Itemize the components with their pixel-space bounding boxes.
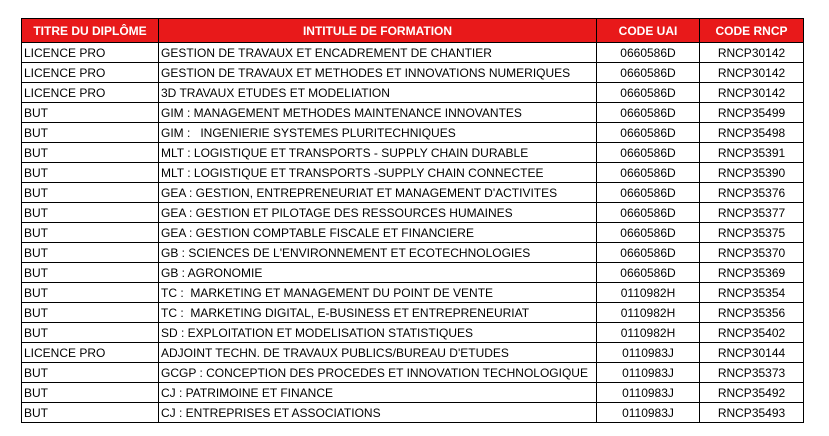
cell-code-rncp: RNCP35498 [700, 123, 804, 143]
cell-titre-diplome: BUT [22, 223, 159, 243]
cell-code-rncp: RNCP35376 [700, 183, 804, 203]
cell-intitule-formation: ADJOINT TECHN. DE TRAVAUX PUBLICS/BUREAU D'ETUDES [159, 343, 597, 363]
cell-code-rncp: RNCP35373 [700, 363, 804, 383]
table-row [22, 223, 804, 243]
table-row [22, 343, 804, 363]
cell-code-rncp: RNCP30142 [700, 83, 804, 103]
table-row [22, 403, 804, 423]
cell-code-rncp: RNCP30142 [700, 43, 804, 63]
cell-titre-diplome: BUT [22, 263, 159, 283]
cell-code-uai: 0110983J [597, 403, 700, 423]
cell-intitule-formation: GIM : MANAGEMENT METHODES MAINTENANCE INNOVANTES [159, 103, 597, 123]
cell-code-uai: 0660586D [597, 43, 700, 63]
cell-code-uai: 0660586D [597, 203, 700, 223]
cell-titre-diplome: BUT [22, 403, 159, 423]
cell-titre-diplome: LICENCE PRO [22, 83, 159, 103]
cell-intitule-formation: GIM : INGENIERIE SYSTEMES PLURITECHNIQUES [159, 123, 597, 143]
cell-code-uai: 0660586D [597, 223, 700, 243]
cell-code-rncp: RNCP30144 [700, 343, 804, 363]
cell-code-uai: 0110983J [597, 363, 700, 383]
cell-intitule-formation: TC : MARKETING DIGITAL, E-BUSINESS ET ENTREPRENEURIAT [159, 303, 597, 323]
cell-intitule-formation: CJ : ENTREPRISES ET ASSOCIATIONS [159, 403, 597, 423]
cell-code-uai: 0660586D [597, 183, 700, 203]
cell-intitule-formation: GB : AGRONOMIE [159, 263, 597, 283]
header-intitule-formation: INTITULE DE FORMATION [159, 19, 597, 43]
cell-code-rncp: RNCP35390 [700, 163, 804, 183]
cell-code-uai: 0660586D [597, 243, 700, 263]
cell-code-rncp: RNCP35356 [700, 303, 804, 323]
cell-titre-diplome: BUT [22, 383, 159, 403]
table-row [22, 303, 804, 323]
header-code-uai: CODE UAI [597, 19, 700, 43]
header-row [22, 19, 804, 43]
cell-intitule-formation: GESTION DE TRAVAUX ET ENCADREMENT DE CHANTIER [159, 43, 597, 63]
formations-table-container [21, 18, 804, 423]
cell-code-rncp: RNCP35492 [700, 383, 804, 403]
cell-code-rncp: RNCP30142 [700, 63, 804, 83]
table-row [22, 263, 804, 283]
cell-code-rncp: RNCP35370 [700, 243, 804, 263]
table-body [22, 43, 804, 423]
cell-code-uai: 0110982H [597, 303, 700, 323]
cell-code-uai: 0660586D [597, 63, 700, 83]
table-row [22, 103, 804, 123]
table-row [22, 83, 804, 103]
cell-code-rncp: RNCP35354 [700, 283, 804, 303]
table-row [22, 383, 804, 403]
cell-intitule-formation: 3D TRAVAUX ETUDES ET MODELIATION [159, 83, 597, 103]
cell-code-uai: 0660586D [597, 83, 700, 103]
table-row [22, 63, 804, 83]
cell-titre-diplome: BUT [22, 323, 159, 343]
table-row [22, 123, 804, 143]
cell-intitule-formation: SD : EXPLOITATION ET MODELISATION STATISTIQUES [159, 323, 597, 343]
cell-intitule-formation: GEA : GESTION ET PILOTAGE DES RESSOURCES HUMAINES [159, 203, 597, 223]
cell-code-uai: 0110982H [597, 323, 700, 343]
cell-code-uai: 0660586D [597, 123, 700, 143]
table-row [22, 203, 804, 223]
cell-code-uai: 0660586D [597, 263, 700, 283]
cell-code-rncp: RNCP35391 [700, 143, 804, 163]
cell-intitule-formation: GCGP : CONCEPTION DES PROCEDES ET INNOVATION TECHNOLOGIQUE [159, 363, 597, 383]
cell-intitule-formation: GESTION DE TRAVAUX ET METHODES ET INNOVATIONS NUMERIQUES [159, 63, 597, 83]
table-row [22, 243, 804, 263]
cell-code-rncp: RNCP35375 [700, 223, 804, 243]
cell-titre-diplome: BUT [22, 243, 159, 263]
formations-table [21, 18, 804, 423]
cell-code-rncp: RNCP35377 [700, 203, 804, 223]
table-row [22, 323, 804, 343]
cell-titre-diplome: LICENCE PRO [22, 63, 159, 83]
cell-intitule-formation: MLT : LOGISTIQUE ET TRANSPORTS - SUPPLY CHAIN DURABLE [159, 143, 597, 163]
table-row [22, 283, 804, 303]
cell-titre-diplome: BUT [22, 143, 159, 163]
cell-code-uai: 0110982H [597, 283, 700, 303]
cell-titre-diplome: BUT [22, 183, 159, 203]
cell-titre-diplome: BUT [22, 203, 159, 223]
cell-titre-diplome: BUT [22, 283, 159, 303]
cell-intitule-formation: GB : SCIENCES DE L'ENVIRONNEMENT ET ECOTECHNOLOGIES [159, 243, 597, 263]
cell-titre-diplome: LICENCE PRO [22, 43, 159, 63]
cell-code-uai: 0660586D [597, 163, 700, 183]
header-code-rncp: CODE RNCP [700, 19, 804, 43]
cell-code-rncp: RNCP35402 [700, 323, 804, 343]
cell-intitule-formation: GEA : GESTION, ENTREPRENEURIAT ET MANAGEMENT D'ACTIVITES [159, 183, 597, 203]
table-row [22, 363, 804, 383]
cell-code-uai: 0110983J [597, 383, 700, 403]
cell-titre-diplome: LICENCE PRO [22, 343, 159, 363]
cell-intitule-formation: MLT : LOGISTIQUE ET TRANSPORTS -SUPPLY CHAIN CONNECTEE [159, 163, 597, 183]
cell-code-uai: 0660586D [597, 103, 700, 123]
cell-titre-diplome: BUT [22, 123, 159, 143]
cell-code-uai: 0110983J [597, 343, 700, 363]
table-header [22, 19, 804, 43]
cell-code-rncp: RNCP35493 [700, 403, 804, 423]
cell-intitule-formation: TC : MARKETING ET MANAGEMENT DU POINT DE VENTE [159, 283, 597, 303]
cell-titre-diplome: BUT [22, 163, 159, 183]
table-row [22, 183, 804, 203]
cell-code-uai: 0660586D [597, 143, 700, 163]
cell-intitule-formation: GEA : GESTION COMPTABLE FISCALE ET FINANCIERE [159, 223, 597, 243]
table-row [22, 143, 804, 163]
cell-titre-diplome: BUT [22, 363, 159, 383]
cell-code-rncp: RNCP35369 [700, 263, 804, 283]
header-titre-diplome: TITRE DU DIPLÔME [22, 19, 159, 43]
table-row [22, 163, 804, 183]
cell-titre-diplome: BUT [22, 303, 159, 323]
cell-code-rncp: RNCP35499 [700, 103, 804, 123]
cell-titre-diplome: BUT [22, 103, 159, 123]
cell-intitule-formation: CJ : PATRIMOINE ET FINANCE [159, 383, 597, 403]
table-row [22, 43, 804, 63]
